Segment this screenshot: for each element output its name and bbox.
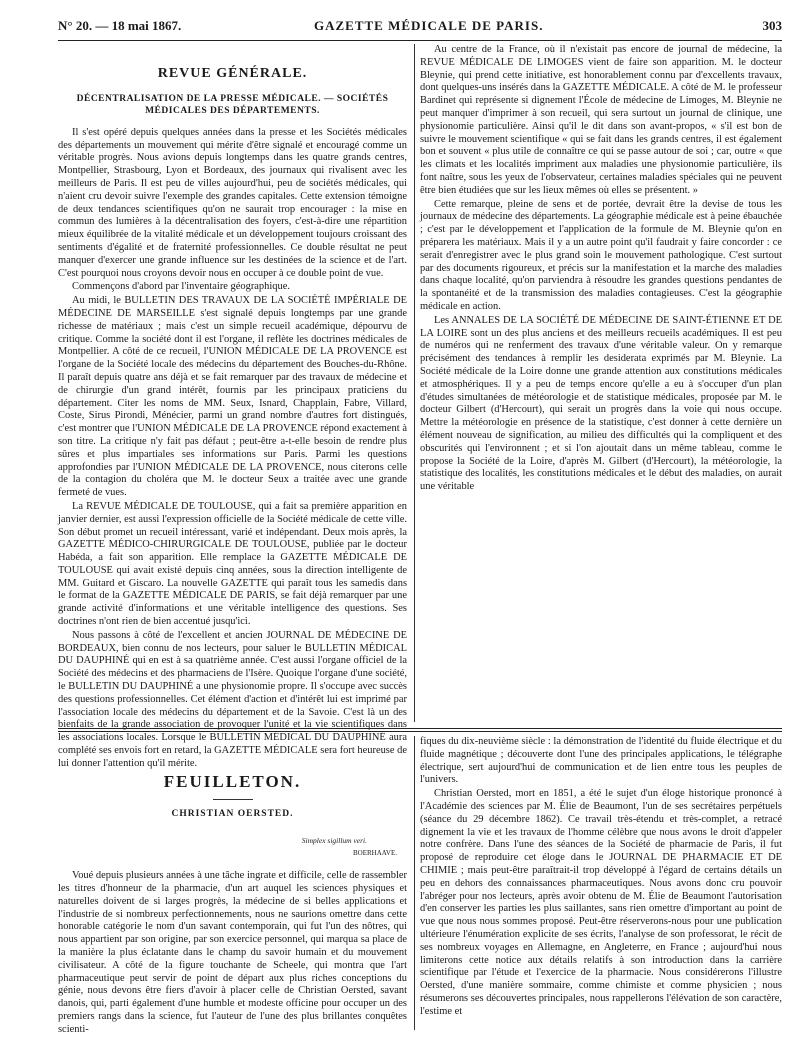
- revue-paragraph: Au midi, le BULLETIN DES TRAVAUX DE LA SOCIÉTÉ IMPÉRIALE DE MÉDECINE DE MARSEILLE s'est signalé depuis longtemps par une grande richesse de matériaux ; mais c'est un simple recueil académique, dépourvu de critique. Comme la société dont il est l'organe, il reflète les doctrines médicales de Montpellier. A côté de ce recueil, l'UNION MÉDICALE DE LA PROVENCE est l'organe de la Société locale des médecins du département des Bouches-du-Rhône. Il paraît depuis quatre ans déjà et se fait remarquer par des travaux de médecine et de chirurgie d'un grand intérêt, fournis par les principaux praticiens du département. Citer les noms de MM. Seux, Isnard, Chapplain, Fabre, Villard, Coste, Sirus Pirondi, Ménécier, parmi un grand nombre d'autres fort distingués, c'est montrer que l'UNION MÉDICALE DE LA PROVENCE répond exactement à son titre. La critique n'y fait pas défaut ; peut-être a-t-elle besoin de rendre plus sûres et plus impartiales ses informations sur Paris. Parmi les questions approfondies par l'UNION MÉDICALE DE LA PROVENCE, nous citerons celle de la contagion du choléra que M. le docteur Seux a traitée avec une grande fermeté de vues.: [58, 295, 407, 499]
- issue-number: N° 20. — 18 mai 1867.: [58, 18, 182, 33]
- feuilleton-paragraph: Voué depuis plusieurs années à une tâche ingrate et difficile, celle de rassembler les titres d'honneur de la pharmacie, d'un art auquel les sciences physiques et naturelles doivent de si larges progrès, la médecine de si belles applications et l'industrie de si nombreux perfectionnements, nous ne saurions omettre dans cette honorable catégorie le nom d'un savant contemporain, qui fut l'un des nôtres, qui nous appartient par son origine, par son exercice personnel, qui marqua sa place de la manière la plus éclatante dans le champ du savoir humain et du mouvement civilisateur. A côté de la figure touchante de Scheele, qui montra que l'art pharmaceutique peut servir de point de départ aux plus riches conceptions du génie, nous devons être fiers d'avoir à placer celle de Christian Oersted, savant danois, qui, parti également d'une humble et modeste officine pour occuper un des premiers rangs dans la science, fut l'auteur de l'une des plus brillantes conquêtes scienti-: [58, 870, 407, 1035]
- feuilleton-title: FEUILLETON.: [163, 772, 302, 791]
- feuilleton-column-left: [58, 736, 407, 1035]
- revue-column-left: [58, 44, 407, 769]
- revue-paragraph: Il s'est opéré depuis quelques années dans la presse et les Sociétés médicales des départements un mouvement qui mérite d'être signalé et encouragé comme un véritable progrès. Nous avions depuis longtemps dans les quatre grands centres, Montpellier, Strasbourg, Lyon et Bordeaux, des journaux qui rivalisent avec les meilleurs de Paris. Il est peu de villes aujourd'hui, peu de sociétés médicales, qui n'aient cru devoir suivre l'exemple des grandes capitales. Cette extension témoigne de deux tendances scientifiques qu'on ne saurait trop encourager : la mise en commun des lumières à la décentralisation des foyers, c'est-à-dire une répartition mieux équilibrée de la vitalité médicale et un développement toujours croissant des sentiments d'égalité et de fraternité professionnelles. Ce double résultat ne peut manquer d'exercer une grande influence sur les destinées de la science et de l'art. C'est pourquoi nous croyons devoir nous en occuper à ce double point de vue.: [58, 126, 407, 279]
- header-rule: [58, 40, 782, 41]
- column-divider: [414, 736, 415, 1030]
- revue-paragraph: Commençons d'abord par l'inventaire géographique.: [72, 281, 290, 293]
- revue-paragraph: Au centre de la France, où il n'existait pas encore de journal de médecine, la REVUE MÉDICALE DE LIMOGES vient de faire son apparition. M. le docteur Bleynie, qui prend cette initiative, est honorablement connu par d'excellents travaux, dont quelques-uns insérés dans la GAZETTE MÉDICALE. A côté de M. le professeur Bardinet qui représente si dignement l'École de médecine de Limoges, M. Bleynie ne peut manquer d'imprimer à son recueil, qui sera surtout un journal de clinique, une physionomie particulière. Ainsi qu'il le dit dans son avant-propos, « s'il est bon de suivre le mouvement scientifique « qui se fait dans les grands centres, il est également bon et souvent « plus utile de connaître ce qui se passe autour de soi ; car, outre « que les climats et les localités impriment aux maladies une physionomie particulière, ils font naître, sous les yeux de l'observateur, certaines maladies spéciales qui ne peuvent être bien étudiées que sur les lieux mêmes où elles se présentent. »: [420, 44, 782, 196]
- revue-title: REVUE GÉNÉRALE.: [157, 66, 308, 81]
- revue-subtitle: DÉCENTRALISATION DE LA PRESSE MÉDICALE. — SOCIÉTÉS MÉDICALES DES DÉPARTEMENTS.: [76, 93, 389, 116]
- feuilleton-paragraph: fiques du dix-neuvième siècle : la démonstration de l'identité du fluide électrique et du fluide magnétique ; découverte dont l'une des principales applications, le télégraphe électrique, sert aujourd'hui de communication et de lien entre tous les peuples de l'univers.: [420, 736, 782, 786]
- revue-column-right: [420, 44, 782, 722]
- feuilleton-paragraph: Christian Oersted, mort en 1851, a été le sujet d'un éloge historique prononcé à l'Académie des sciences par M. Élie de Beaumont, l'un de ses secrétaires perpétuels (séance du 29 décembre 1862). Ce travail très-étendu et très-complet, a retracé dignement la vie et les travaux de l'homme célèbre que nous avons le droit d'appeler notre confrère. Dans l'une des séances de la Société de pharmacie de Paris, il fut proposé de reproduire cet éloge dans le JOURNAL DE PHARMACIE ET DE CHIMIE ; mais peut-être paraîtrait-il trop développé à l'égard de certains détails un peu en dehors des connaissances pharmaceutiques. Nous avons donc cru pouvoir l'abréger pour nos lecteurs, après avoir obtenu de M. Élie de Beaumont l'autorisation d'en conserver les parties les plus saillantes, sans rien omettre d'important au point de vue que nous nous sommes proposé. Peut-être réserverons-nous pour une publication ultérieure l'énumération explicite de ses écrits, l'analyse de son professorat, le récit de ses nombreux voyages en Allemagne, en Angleterre, en France ; aujourd'hui nous limiterons cette notice aux détails relatifs à son introduction dans la carrière scientifique par l'étude et l'exercice de la pharmacie. Nous considérerons l'illustre Oersted, d'une manière sommaire, comme chimiste et comme physicien ; nous résumerons ses découvertes principales, nous rappellerons l'élévation de son caractère, l'estime et: [420, 788, 782, 1017]
- feuilleton-rule: [58, 728, 782, 729]
- revue-paragraph: La REVUE MÉDICALE DE TOULOUSE, qui a fait sa première apparition en janvier dernier, est aussi l'expression officielle de la Société médicale de cette ville. Son début promet un recueil intéressant, varié et indépendant. Deux mois après, la GAZETTE MÉDICO-CHIRURGICALE DE TOULOUSE, publiée par le docteur Habéda, a fait son apparition. Elle remplace la GAZETTE MÉDICALE DE TOULOUSE qui avait existé depuis cinq années, sous la direction intelligente de MM. Guitard et Giscaro. La nouvelle GAZETTE qui paraît tous les samedis dans le format de la GAZETTE MÉDICALE DE PARIS, se fait déjà remarquer par une grande activité d'informations et une véritable intelligence des questions. Ses doctrines n'ont rien de bien accentué jusqu'ici.: [58, 500, 407, 628]
- epigraph: Simplex sigillum veri.: [301, 835, 367, 845]
- epigraph-author: BOERHAAVE.: [352, 849, 397, 858]
- column-divider: [414, 44, 415, 722]
- feuilleton-column-right: [420, 736, 782, 1030]
- page-header: [58, 18, 782, 38]
- title-ornament: [213, 799, 253, 800]
- feuilleton-subtitle: CHRISTIAN OERSTED.: [171, 808, 294, 819]
- page-number: 303: [762, 18, 782, 33]
- revue-paragraph: Les ANNALES DE LA SOCIÉTÉ DE MÉDECINE DE SAINT-ÉTIENNE ET DE LA LOIRE sont un des plus anciens et des meilleurs recueils académiques. Il est peu de numéros qui ne renferment des travaux d'une véritable valeur. On y remarque précisément des tendances à remplir les desiderata exprimés par M. Bleynie. La Société médicale de la Loire donne une grande attention aux constitutions médicales et atmosphériques. Il y a peu de temps encore qu'elle a eu à s'occuper d'un plan d'études simultanées de météorologie et de statistique médicales, proposée par M. le docteur Gilbert (d'Hercourt), qui serait un progrès dans la voie qui nous occupe. Mettre la météorologie en présence de la statistique, c'est donner à cette dernière un élément nouveau de signification, au milieu des difficultés qui la compliquent et des obscurités qui l'environnent ; et si l'on ajoutait dans un même tableau, comme le propose la Société de la Loire, d'après M. Gilbert (d'Hercourt), la météorologie, la statistique des localités, les constitutions médicales et le début des maladies, on aurait une véritable: [420, 314, 782, 493]
- journal-title: GAZETTE MÉDICALE DE PARIS.: [314, 18, 544, 33]
- revue-paragraph: Cette remarque, pleine de sens et de portée, devrait être la devise de tous les journaux de médecine des départements. La géographie médicale est à peine ébauchée ; c'est par le développement et l'application de la formule de M. Bleynie qu'on en préparera les matériaux. Mais il y a un autre point qu'il faudrait y faire concorder : ce serait d'enregistrer avec le plus grand soin le mouvement pathologique. C'est surtout par des documents rigoureux, et précis sur la manifestation et la marche des maladies dans chaque localité, qu'on parviendra à résoudre les grandes questions pendantes de la spontanéité et de la transmission des maladies contagieuses. C'est la géographie médicale en action.: [420, 198, 782, 312]
- feuilleton-rule-double: [58, 731, 782, 732]
- revue-paragraph: Nous passons à côté de l'excellent et ancien JOURNAL DE MÉDECINE DE BORDEAUX, bien connu de nos lecteurs, pour saluer le BULLETIN MÉDICAL DU DAUPHINÉ qui en est à sa quatrième année. C'est aussi l'organe officiel de la Société des médecins et des pharmaciens de l'Isère. Quoique l'organe d'une société, le BULLETIN DU DAUPHINÉ a une physionomie propre. Il s'occupe avec succès des questions professionnelles. Cet élément d'action et d'intérêt lui est imprimé par l'association locale des médecins du département et de la Savoie. C'est là un des bienfaits de la grande association de provoquer l'unité et la vie scientifiques dans les associations locales. Lorsque le BULLETIN MÉDICAL DU DAUPHINÉ aura complété ses envois fort en retard, la GAZETTE MÉDICALE sera fort heureuse de lui donner l'attention qu'il mérite.: [58, 629, 407, 769]
